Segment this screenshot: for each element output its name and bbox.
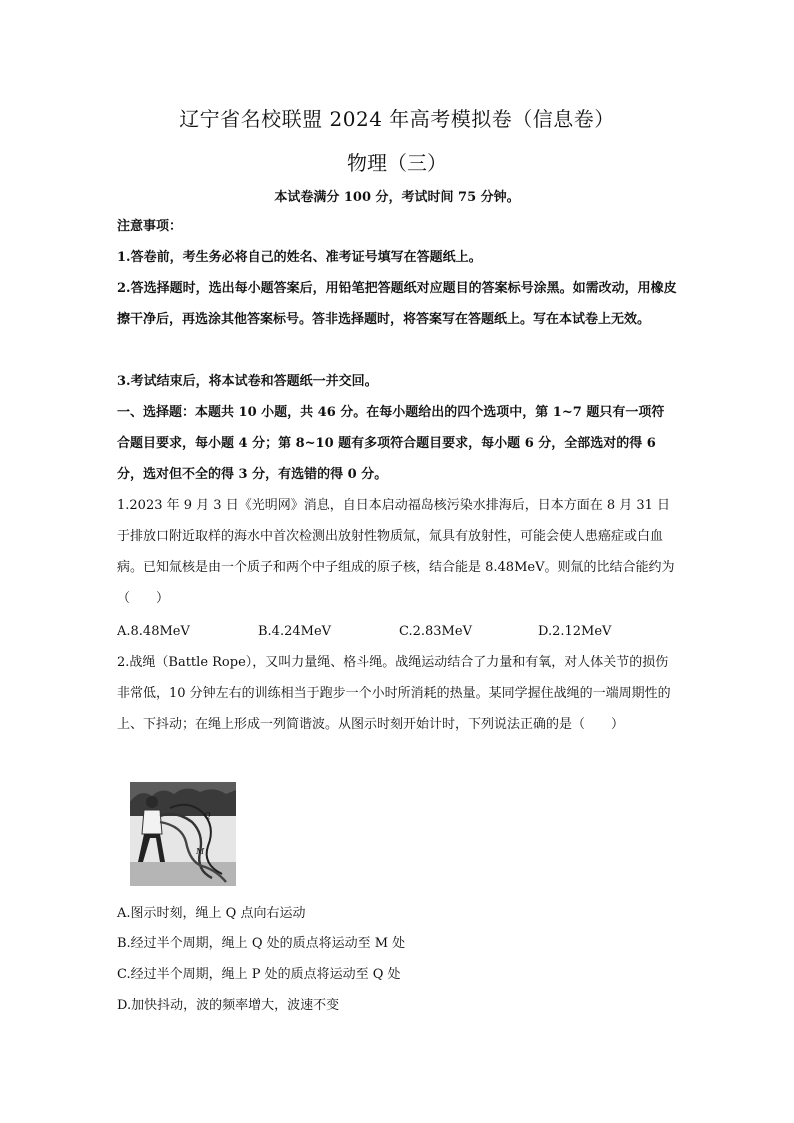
question-1-stem: 1.2023 年 9 月 3 日《光明网》消息，自日本启动福岛核污染水排海后，日本方面在 8 月 31 日于排放口附近取样的海水中首次检测出放射性物质氚，氚具有放射性，可能会使人患癌症或白血病。已知氚核是由一个质子和两个中子组成的原子核，结合能是 8.48MeV。则氚的比结合能约为（ ） [117,498,675,606]
q2-option-b[interactable]: B.经过半个周期，绳上 Q 处的质点将运动至 M 处 [117,936,406,951]
section-one-intro: 一、选择题：本题共 10 小题，共 46 分。在每小题给出的四个选项中，第 1~7 题只有一项符合题目要求，每小题 4 分；第 8~10 题有多项符合题目要求，每小题 6 分，全部选对的得 6 分，选对但不全的得 3 分，有选错的得 0 分。 [117,405,665,482]
q2-option-d[interactable]: D.加快抖动，波的频率增大，波速不变 [117,998,340,1013]
note-item-2: 2.答选择题时，选出每小题答案后，用铅笔把答题纸对应题目的答案标号涂黑。如需改动，用橡皮擦干净后，再选涂其他答案标号。答非选择题时，将答案写在答题纸上。写在本试卷上无效。 [117,281,677,327]
q1-option-a[interactable]: A.8.48MeV [117,624,190,639]
figure-label-q: Q [204,811,211,820]
q2-option-a[interactable]: A.图示时刻，绳上 Q 点向右运动 [117,906,306,921]
q2-option-c[interactable]: C.经过半个周期，绳上 P 处的质点将运动至 Q 处 [117,967,401,982]
question-2-stem: 2.战绳（Battle Rope），又叫力量绳、格斗绳。战绳运动结合了力量和有氧，对人体关节的损伤非常低，10 分钟左右的训练相当于跑步一个小时所消耗的热量。某同学握住战绳的一端周期性的上、下抖动；在绳上形成一列简谐波。从图示时刻开始计时，下列说法正确的是（ ） [117,655,671,732]
notes-heading: 注意事项： [117,219,183,234]
question-1-options [117,617,677,647]
note-item-1: 1.答卷前，考生务必将自己的姓名、准考证号填写在答题纸上。 [117,250,482,265]
q1-option-b[interactable]: B.4.24MeV [258,624,332,639]
exam-subject: 物理（三） [347,151,447,175]
figure-label-m: M [196,847,205,856]
battle-rope-photo [130,782,236,886]
q1-option-d[interactable]: D.2.12MeV [538,624,612,639]
exam-info: 本试卷满分 100 分，考试时间 75 分钟。 [274,190,520,205]
q1-option-c[interactable]: C.2.83MeV [399,624,472,639]
exam-title: 辽宁省名校联盟 2024 年高考模拟卷（信息卷） [179,107,615,131]
note-item-3: 3.考试结束后，将本试卷和答题纸一并交回。 [117,374,378,389]
